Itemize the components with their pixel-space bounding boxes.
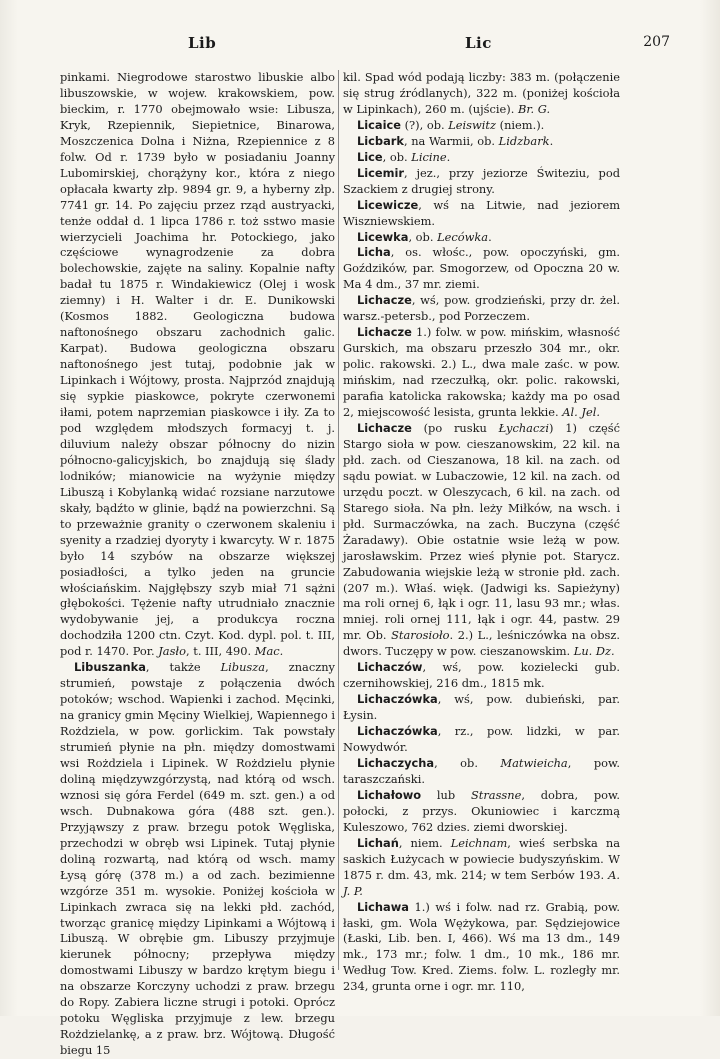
dictionary-entry xyxy=(343,198,620,230)
entry-text: 1.) folw. w pow. mińskim, własność Gurskich, ma obszaru przeszło 304 mr., okr. polic. rakowski. 2.) L., dwa male zaśc. w pow. mińskim, nad rzeczułką, okr. polic. rakowski, parafia katolicka rakowska; każdy ma po osad 2, miejscowość lesista, grunta lekkie. xyxy=(343,325,620,420)
entry-text: . xyxy=(549,133,554,148)
entry-text: . xyxy=(488,229,492,244)
entry-reference: Lecówka xyxy=(437,229,489,244)
entry-text: , os. włośc., pow. opoczyński, gm. Goździków, par. Smogorzew, od Opoczna 20 w. Ma 4 dm., 37 mr. ziemi. xyxy=(343,245,620,292)
author-signature: Al. Jel. xyxy=(562,405,600,420)
entry-text: , pow. taraszczański. xyxy=(343,755,620,786)
dictionary-entry xyxy=(343,756,620,788)
entry-text: 1.) wś i folw. nad rz. Grabią, pow. łaski, gm. Wola Wężykowa, par. Sędziejowice (Łaski, Lib. ben. I, 466). Wś ma 13 dm., 149 mk., 173 mr.; folw. 1 dm., 10 mk., 186 mr. Według Tow. Kred. Ziems. folw. L. rozległy mr. 234, grunta orne i ogr. mr. 110, xyxy=(343,899,620,994)
entry-headword: Licbark xyxy=(357,133,404,148)
entry-headword: Lichacze xyxy=(357,325,412,340)
entry-text: pinkami. Niegrodowe starostwo libuskie albo libuszowskie, w wojew. krakowskiem, pow. bieckim, r. 1770 obejmowało wsie: Libusza, Kryk, Rzepiennik, Siepietnice, Binarowa, Moszczenica Dolna i Niżna, Rzepiennice z 8 folw. Od r. 1739 było w posiadaniu Joanny Lubomirskiej, chorążyny kor., która z niego opłacała kwarty złp. 9894 gr. 9, a hyberny złp. 7741 gr. 14. Po zajęciu przez rząd austryacki, tenże oddał d. 1 lipca 1786 r. toż sstwo masie wierzycieli Joachima hr. Potockiego, jako częściowe wynagrodzenie za dobra bolechowskie, zajęte na saliny. Kopalnie nafty badał tu 1875 r. Windakiewicz (Olej i wosk ziemny) i H. Walter i dr. E. Dunikowski (Kosmos 1882. Geologiczna budowa naftonośnego obszaru zachodnich galic. Karpat). Budowa geologiczna obszaru naftonośnego jest tutaj, podobnie jak w Lipinkach i Wójtowy, prosta. Najprzód znajdują się sypkie piaskowce, pokryte czerwonemi iłami, potem naprzemian piaskowce i iły. Za to pod względem młodszych formacyj t. j. diluvium należy obszar północny do nizin północno-galicyjskich, bo znajdują się ślady lodników; mianowicie na wyżynie między Libuszą i Kobylanką widać rozsiane narzutowe skały, bądźto w glinie, bądź na powierzchni. Są to przeważnie granity o czerwonem skaleniu i syenity a rzadziej dyoryty i kwarcyty. W r. 1875 było 14 szybów na obszarze większej posiadłości, a tylko jeden na gruncie włościańskim. Najgłębszy szyb miał 71 sążni głębokości. Tężenie nafty utrudniało znacznie wydobywanie jej, a produkcya roczna dochodziła 1200 ctn. Czyt. Kod. dypl. pol. t. III, pod r. 1470. Por. xyxy=(60,70,335,659)
entry-headword: Lichaczówka xyxy=(357,692,438,707)
entry-headword: Lichań xyxy=(357,835,399,850)
entry-text: , także xyxy=(145,660,221,675)
right-column xyxy=(343,70,620,1000)
entry-headword: Lichaczycha xyxy=(357,755,435,770)
entry-headword: Lichacze xyxy=(357,420,412,435)
entry-headword: Licemir xyxy=(357,165,405,180)
entry-text: , niem. xyxy=(398,835,451,850)
entry-variant: Libusza xyxy=(220,660,266,675)
entry-headword: Lichacze xyxy=(357,293,412,308)
entry-reference: Jasło xyxy=(158,644,186,659)
entry-text: . 2.) L., leśniczówka na obsz. dwors. Tuczępy w pow. cieszanowskim. xyxy=(343,628,620,659)
column-divider xyxy=(338,70,339,970)
entry-text: , wś, pow. dubieński, par. Łysin. xyxy=(343,692,620,723)
entry-text: (po rusku xyxy=(411,420,499,435)
author-signature: Br. G. xyxy=(517,101,551,116)
author-signature: A. J. P. xyxy=(343,867,621,898)
entry-text: , na Warmii, ob. xyxy=(403,133,499,148)
entry-headword: Lichaczówka xyxy=(357,724,438,739)
entry-text: , wieś serbska na saskich Łużycach w powiecie budyszyńskim. W 1875 r. dm. 43, mk. 214; w tem Serbów 193. xyxy=(343,835,620,882)
dictionary-entry xyxy=(343,836,620,900)
entry-reference: Łychaczi xyxy=(498,420,549,435)
entry-text: . xyxy=(446,149,451,164)
dictionary-entry xyxy=(343,325,620,421)
dictionary-entry xyxy=(343,230,620,246)
entry-headword: Libuszanka xyxy=(74,660,146,675)
entry-text: kil. Spad wód podają liczby: 383 m. (połączenie się strug źródlanych), 322 m. (poniżej kościoła w Lipinkach), 260 m. (ujście). xyxy=(343,70,620,116)
entry-text: ) 1) część Stargo sioła w pow. cieszanowskim, 22 kil. na płd. zach. od Cieszanowa, 18 kil. na zach. od sądu powiat. w Lubaczowie, 12 kil. na zach. od urzędu poczt. w Oleszycach, 6 kil. na zach. od Starego sioła. Na płn. leży Miłków, na wsch. i płd. Surmaczówka, na zach. Buczyna (część Żaradawy). Obie ostatnie wsie leżą w pow. jarosławskim. Przez wieś płynie pot. Starycz. Zabudowania wiejskie leżą w stronie płd. zach. (207 m.). Właś. więk. (Jadwigi ks. Sapieżyny) ma roli ornej 6, łąk i ogr. 11, lasu 93 mr.; włas. mniej. roli ornej 111, łąk i ogr. 44, pastw. 29 mr. Ob. xyxy=(343,420,620,643)
author-signature: Lu. Dz. xyxy=(573,644,615,659)
entry-text: , wś, pow. grodzieński, przy dr. żel. warsz.-petersb., pod Porzeczem. xyxy=(343,293,620,324)
entry-text: , ob. xyxy=(382,149,412,164)
dictionary-entry xyxy=(343,245,620,293)
dictionary-entry xyxy=(343,293,620,325)
dictionary-entry xyxy=(343,134,620,150)
dictionary-entry xyxy=(343,900,620,996)
dictionary-entry xyxy=(343,660,620,692)
entry-headword: Licha xyxy=(357,245,391,260)
dictionary-entry xyxy=(60,660,335,1059)
header-right-guideword: Lic xyxy=(465,34,492,52)
entry-text: (?), ob. xyxy=(400,117,449,132)
entry-headword: Licewka xyxy=(357,229,409,244)
dictionary-entry xyxy=(343,724,620,756)
page-number: 207 xyxy=(643,34,670,50)
entry-text: , wś na Litwie, nad jeziorem Wiszniewskiem. xyxy=(343,197,620,228)
dictionary-entry xyxy=(343,118,620,134)
entry-reference: Leiswitz xyxy=(448,117,496,132)
page-header xyxy=(60,34,670,56)
entry-headword: Lice xyxy=(357,149,383,164)
dictionary-entry xyxy=(343,150,620,166)
header-left-guideword: Lib xyxy=(188,34,217,52)
entry-text: , znaczny strumień, powstaje z połączenia dwóch potoków; wschod. Wapienki i zachod. Męcinki, na granicy gmin Męciny Wielkiej, Wapiennego i Rożdziela, w pow. gorlickim. Tak powstały strumień płynie na płn. między domostwami wsi Rożdziela i Lipinek. W Rożdzielu płynie doliną międzywzgórzystą, nad którą od wsch. wznosi się góra Ferdel (649 m. szt. gen.) a od wsch. Dubnakowa góra (488 szt. gen.). Przyjąwszy z praw. brzegu potok Węgliska, przechodzi w obręb wsi Lipinek. Tutaj płynie doliną rozwartą, nad którą od wsch. mamy Łysą górę (378 m.) a od zach. bezimienne wzgórze 351 m. wysokie. Poniżej kościoła w Lipinkach zwraca się na lekki płd. zachód, tworząc granicę między Lipinkami a Wójtową i Libuszą. W obrębie gm. Libuszy przyjmuje kierunek północny; przepływa między domostwami Libuszy w bardzo krętym biegu i na obszarze Korczyny uchodzi z praw. brzegu do Ropy. Zabiera liczne strugi i potoki. Oprócz potoku Węgliska przyjmuje z lew. brzegu Rożdzielankę, a z praw. brz. Wójtową. Długość biegu 15 xyxy=(60,660,335,1058)
entry-text: , t. III, 490. xyxy=(186,644,252,659)
entry-headword: Lichawa xyxy=(357,899,409,914)
entry-reference: Lidzbark xyxy=(498,133,550,148)
entry-reference: Leichnam xyxy=(450,835,508,850)
entry-reference: Starosioło xyxy=(391,628,450,643)
dictionary-entry xyxy=(343,788,620,836)
entry-text: , ob. xyxy=(408,229,438,244)
entry-reference: Matwieicha xyxy=(500,755,568,770)
entry-headword: Licewicze xyxy=(357,197,419,212)
author-signature: Mac. xyxy=(254,644,284,659)
entry-text: , ob. xyxy=(434,755,501,770)
entry-headword: Licaice xyxy=(357,117,401,132)
entry-text: , wś, pow. kozielecki gub. czernihowskiej, 216 dm., 1815 mk. xyxy=(343,660,620,691)
entry-reference: Licine xyxy=(411,149,447,164)
dictionary-entry xyxy=(343,166,620,198)
entry-headword: Lichaczów xyxy=(357,660,423,675)
entry-text: (niem.). xyxy=(496,117,545,132)
entry-text: , jez., przy jeziorze Świteziu, pod Szackiem z drugiej strony. xyxy=(343,165,620,196)
continued-text xyxy=(343,70,620,118)
entry-text: lub xyxy=(421,787,471,802)
entry-text: , rz., pow. lidzki, w par. Nowydwór. xyxy=(343,724,620,755)
continued-text xyxy=(60,70,335,660)
entry-text: , dobra, pow. połocki, z przys. Okuniowiec i karczmą Kuleszowo, 762 dzies. ziemi dworskiej. xyxy=(343,787,621,834)
dictionary-entry xyxy=(343,692,620,724)
entry-reference: Strassne xyxy=(470,787,522,802)
left-column xyxy=(60,70,335,1058)
dictionary-entry xyxy=(343,421,620,660)
entry-headword: Lichałowo xyxy=(357,787,422,802)
